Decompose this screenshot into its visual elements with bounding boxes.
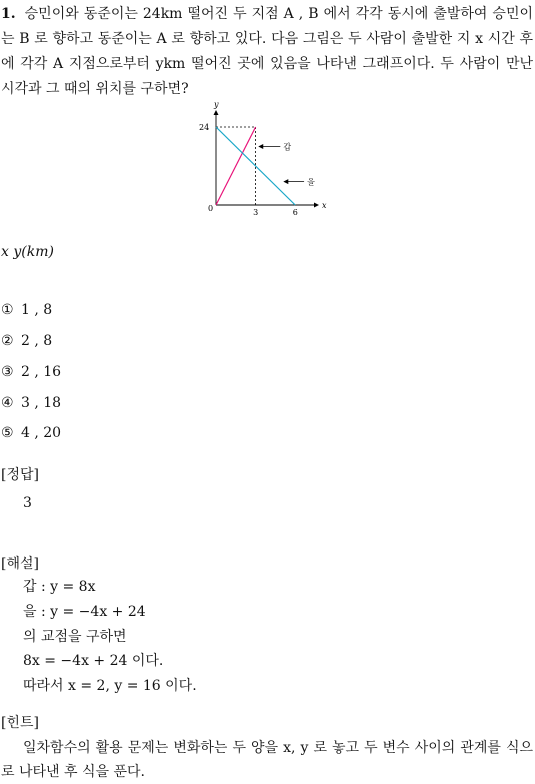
answer-value: 3 xyxy=(23,495,32,511)
solution-line: 의 교점을 구하면 xyxy=(23,629,127,645)
question-text: 승민이와 동준이는 24km 떨어진 두 지점 A , B 에서 각각 동시에 출발하여 승민이는 B 로 향하고 동준이는 A 로 향하고 있다. 다음 그림은 두 사람이 출발한 지 x 시간 후에 각각 A 지점으로부터 ykm 떨어진 곳에 있음을 나타낸 그래프이다. 두 사람이 만난 시각과 그 때의 위치를 구하면? xyxy=(1,6,534,97)
origin-label: 0 xyxy=(208,204,214,213)
choice-2[interactable] xyxy=(1,333,52,349)
y-tick-label: 24 xyxy=(199,123,210,132)
choice-5[interactable] xyxy=(1,425,61,441)
choice-mark: ② xyxy=(1,333,14,349)
choice-mark: ③ xyxy=(1,364,14,380)
choice-mark: ④ xyxy=(1,395,14,411)
label-arrow-2 xyxy=(283,179,288,184)
choice-1[interactable] xyxy=(1,302,52,318)
label-arrow-1 xyxy=(258,144,263,149)
x-axis-label: x xyxy=(322,201,327,210)
hint-label: [힌트] xyxy=(1,715,39,731)
hint-text: 일차함수의 활용 문제는 변화하는 두 양을 x, y 로 놓고 두 변수 사이의 관계를 식으로 나타낸 후 식을 푼다. xyxy=(1,740,533,780)
solution-line: 을 : y = −4x + 24 xyxy=(23,604,146,620)
series-label-2: 을 xyxy=(307,177,315,187)
answer-label: [정답] xyxy=(1,467,39,483)
choice-text: 2 , 8 xyxy=(21,333,53,349)
choice-text: 3 , 18 xyxy=(21,395,62,411)
choice-4[interactable] xyxy=(1,395,61,411)
x-axis-arrow xyxy=(314,203,319,208)
choice-mark: ① xyxy=(1,302,14,318)
choice-text: 4 , 20 xyxy=(21,425,62,441)
series-line-1 xyxy=(216,127,256,205)
question xyxy=(1,2,533,102)
choice-text: 1 , 8 xyxy=(21,302,53,318)
choice-3[interactable] xyxy=(1,364,61,380)
solution-label: [해설] xyxy=(1,556,39,572)
variable-note: x y(km) xyxy=(1,244,54,260)
x-tick-label: 6 xyxy=(292,208,298,217)
series-line-2 xyxy=(216,127,295,205)
y-axis-arrow xyxy=(214,110,219,115)
solution-line: 갑 : y = 8x xyxy=(23,579,96,595)
solution-line: 8x = −4x + 24 이다. xyxy=(23,653,164,669)
question-number: 1. xyxy=(1,6,16,22)
y-axis-label: y xyxy=(214,102,219,109)
series-label-1: 갑 xyxy=(283,142,292,152)
graph-figure xyxy=(195,102,340,220)
solution-line: 따라서 x = 2, y = 16 이다. xyxy=(23,678,197,694)
x-tick-label: 3 xyxy=(253,208,259,217)
choice-mark: ⑤ xyxy=(1,425,14,441)
choice-text: 2 , 16 xyxy=(21,364,62,380)
